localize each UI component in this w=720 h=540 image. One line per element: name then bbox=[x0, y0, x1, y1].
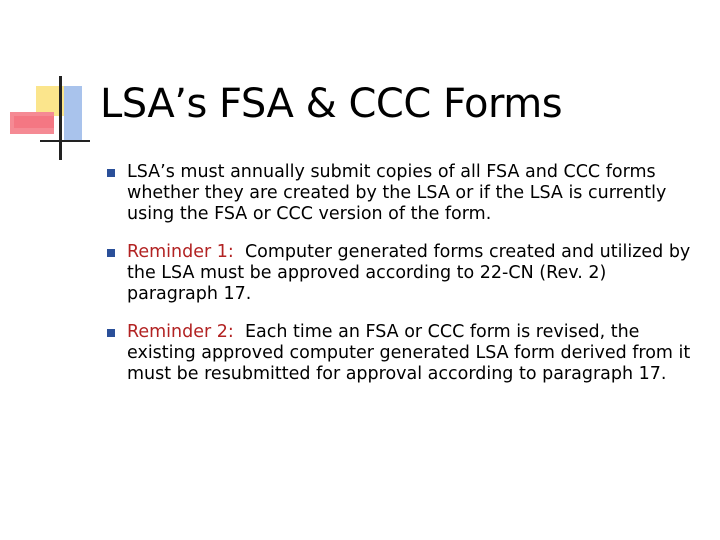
red-square bbox=[14, 116, 54, 128]
paragraph-2-text: Computer generated forms created and utilized by the LSA must be approved according to 22-CN (Rev. 2) paragraph 17. bbox=[127, 242, 691, 304]
paragraph-1 bbox=[127, 162, 702, 225]
decorative-logo-icon bbox=[0, 0, 100, 170]
bullet-icon bbox=[107, 249, 115, 257]
reminder-1-label: Reminder 1: bbox=[127, 242, 234, 262]
paragraph-3-text: Each time an FSA or CCC form is revised, the existing approved computer generated LSA form derived from it must be resubmitted for approval according to paragraph 17. bbox=[127, 322, 691, 384]
bullet-icon bbox=[107, 169, 115, 177]
reminder-2-label: Reminder 2: bbox=[127, 322, 234, 342]
slide-title: LSA’s FSA & CCC Forms bbox=[100, 81, 563, 127]
paragraph-2 bbox=[127, 242, 702, 305]
slide-body bbox=[127, 162, 702, 402]
vertical-line bbox=[59, 76, 62, 160]
horizontal-line bbox=[40, 140, 90, 142]
paragraph-1-text: LSA’s must annually submit copies of all FSA and CCC forms whether they are created by the LSA or if the LSA is currently using the FSA or CCC version of the form. bbox=[127, 162, 667, 224]
blue-square bbox=[64, 86, 82, 142]
paragraph-3 bbox=[127, 322, 702, 385]
bullet-icon bbox=[107, 329, 115, 337]
